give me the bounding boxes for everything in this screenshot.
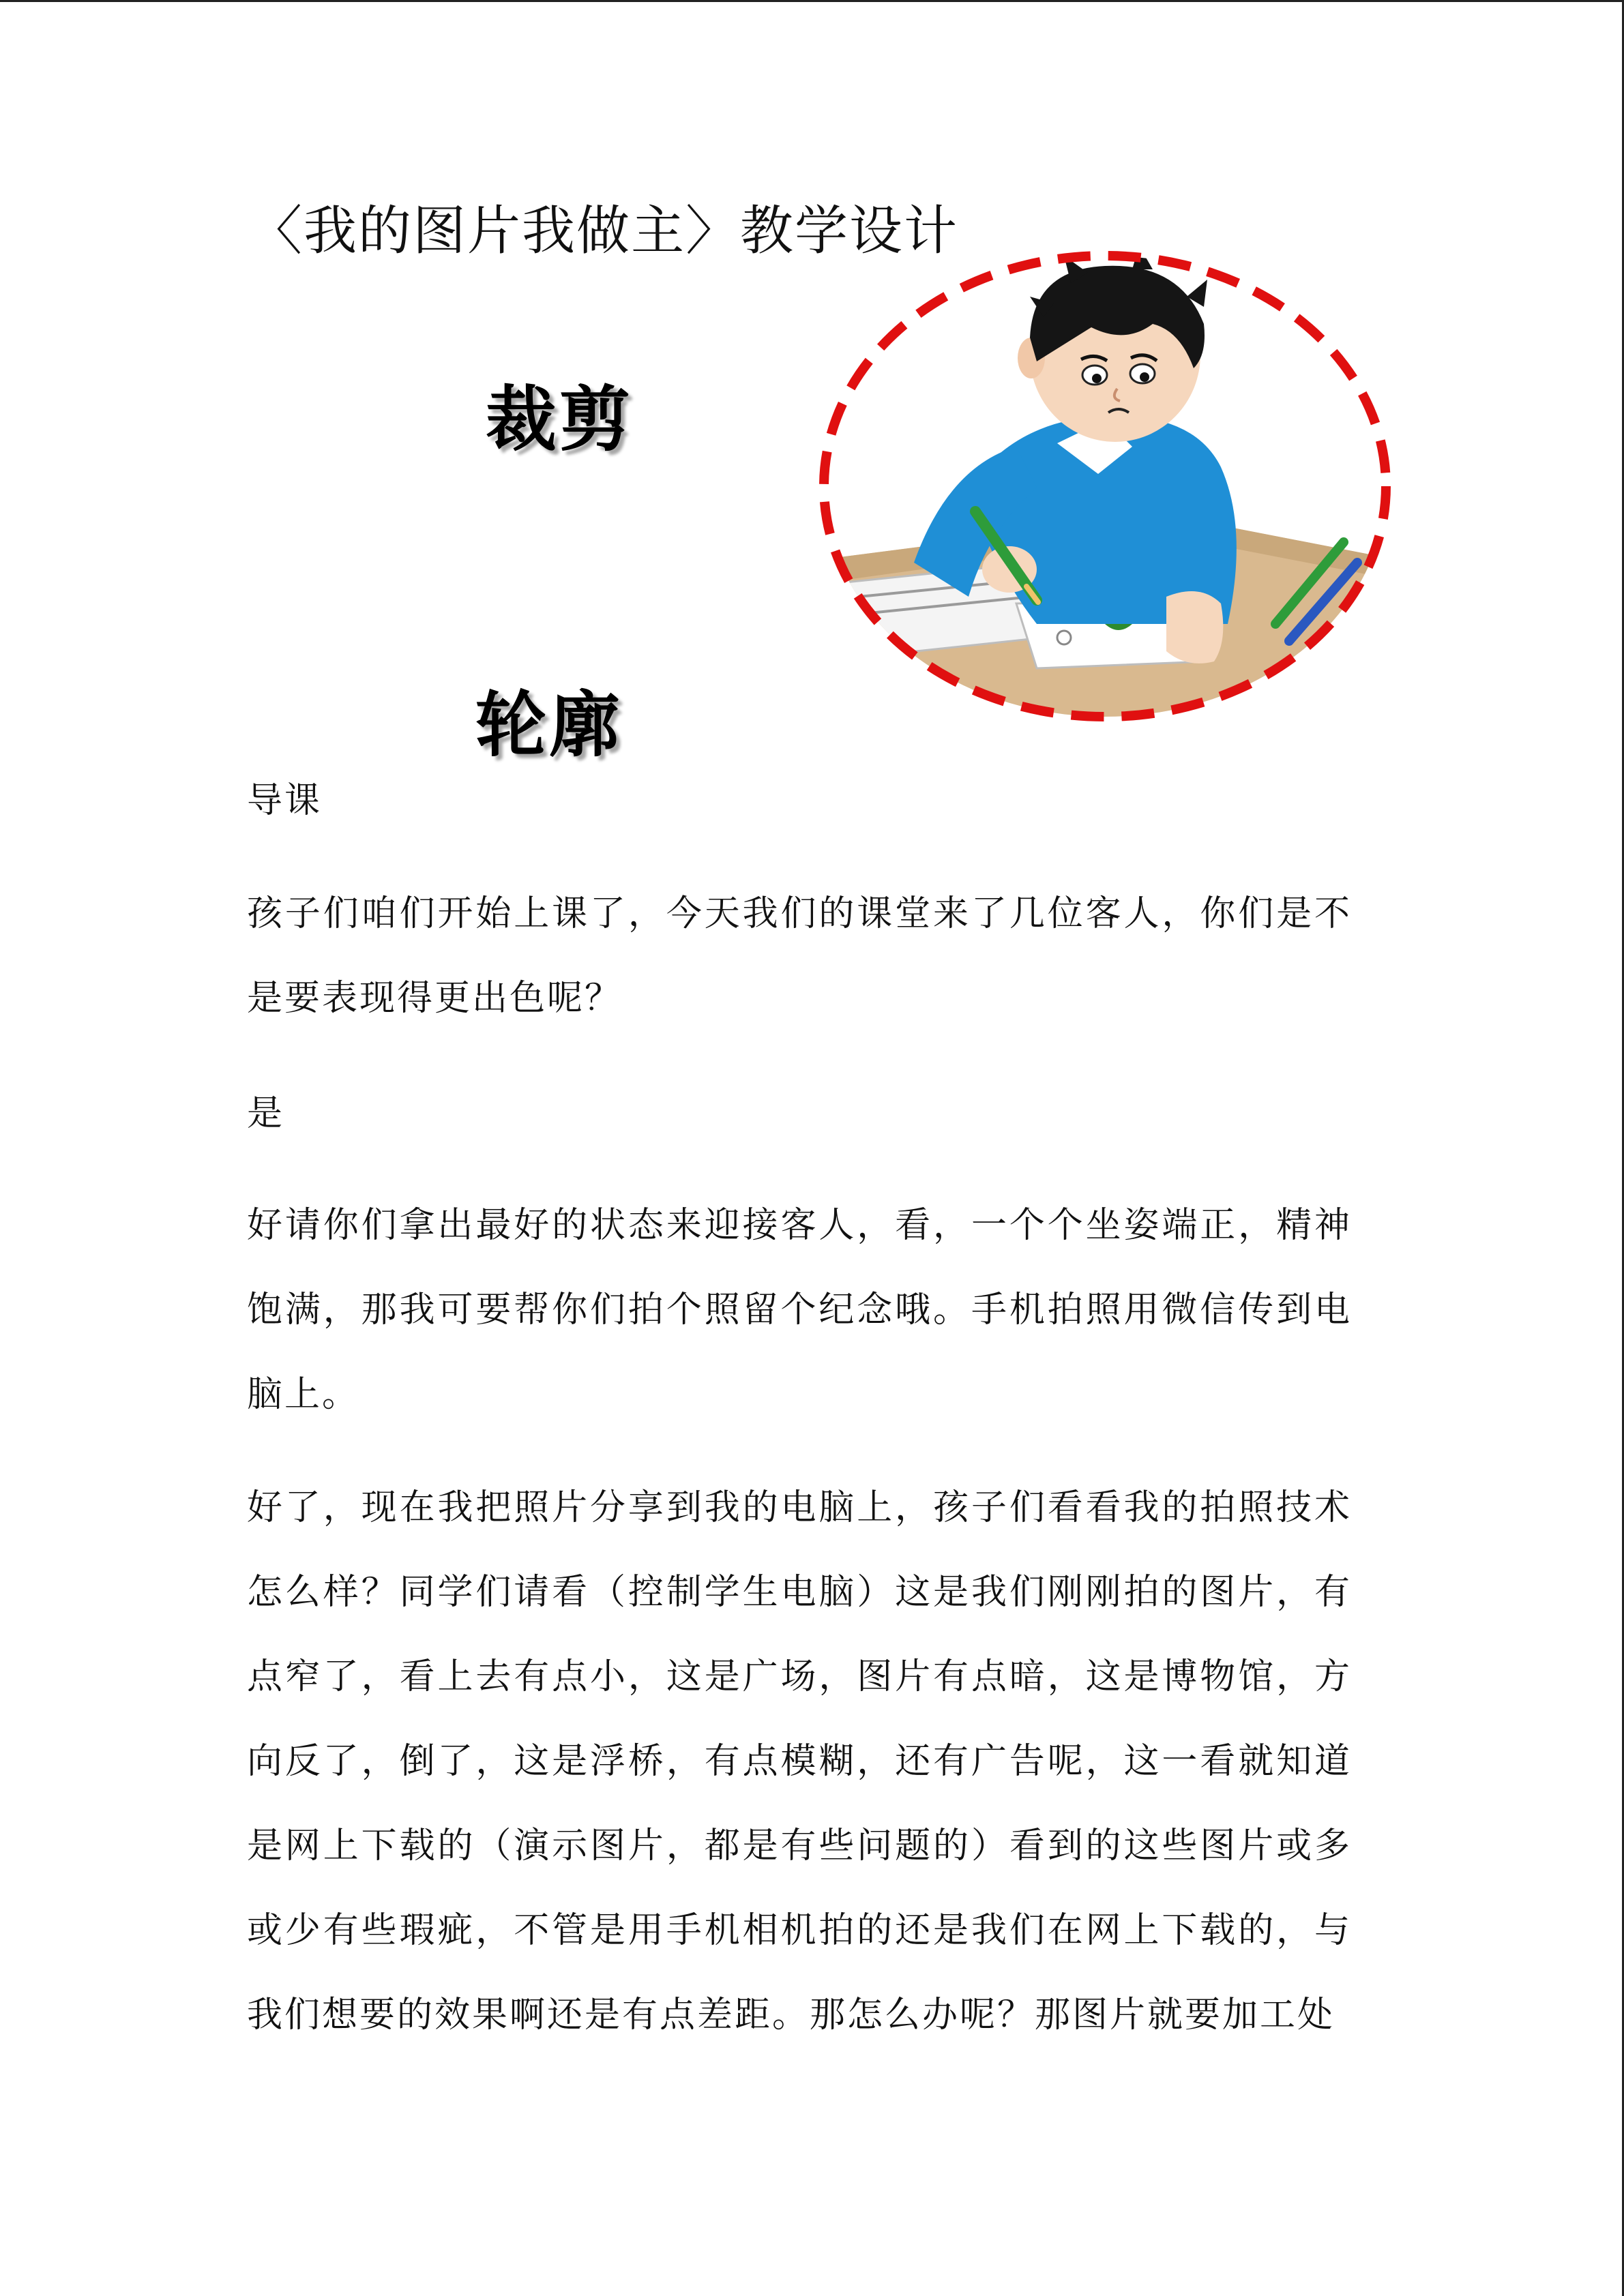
paragraph-3: 好请你们拿出最好的状态来迎接客人，看，一个个坐姿端正，精神饱满，那我可要帮你们拍个照留个纪念哦。手机拍照用微信传到电脑上。 — [247, 1205, 1352, 1415]
paragraph-2: 是 — [247, 1093, 285, 1134]
paragraph-1: 孩子们咱们开始上课了，今天我们的课堂来了几位客人，你们是不是要表现得更出色呢？ — [247, 893, 1352, 1019]
crop-label: 裁剪 — [486, 378, 634, 461]
lead-heading: 导课 — [247, 780, 323, 821]
contour-label: 轮廓 — [475, 683, 623, 766]
page-top-border — [0, 0, 1624, 2]
paragraph-4: 好了，现在我把照片分享到我的电脑上，孩子们看看我的拍照技术怎么样？同学们请看（控制学生电脑）这是我们刚刚拍的图片，有点窄了，看上去有点小，这是广场，图片有点暗，这是博物馆，方向反了，倒了，这是浮桥，有点模糊，还有广告呢，这一看就知道是网上下载的（演示图片，都是有些问题的）看到的这些图片或多或少有些瑕疵，不管是用手机相机拍的还是我们在网上下载的，与我们想要的效果啊还是有点差距。那怎么办呢？那图片就要加工处 — [247, 1487, 1352, 2036]
document-title: 〈我的图片我做主〉教学设计 — [249, 200, 959, 262]
boy-drawing-illustration — [812, 242, 1398, 730]
